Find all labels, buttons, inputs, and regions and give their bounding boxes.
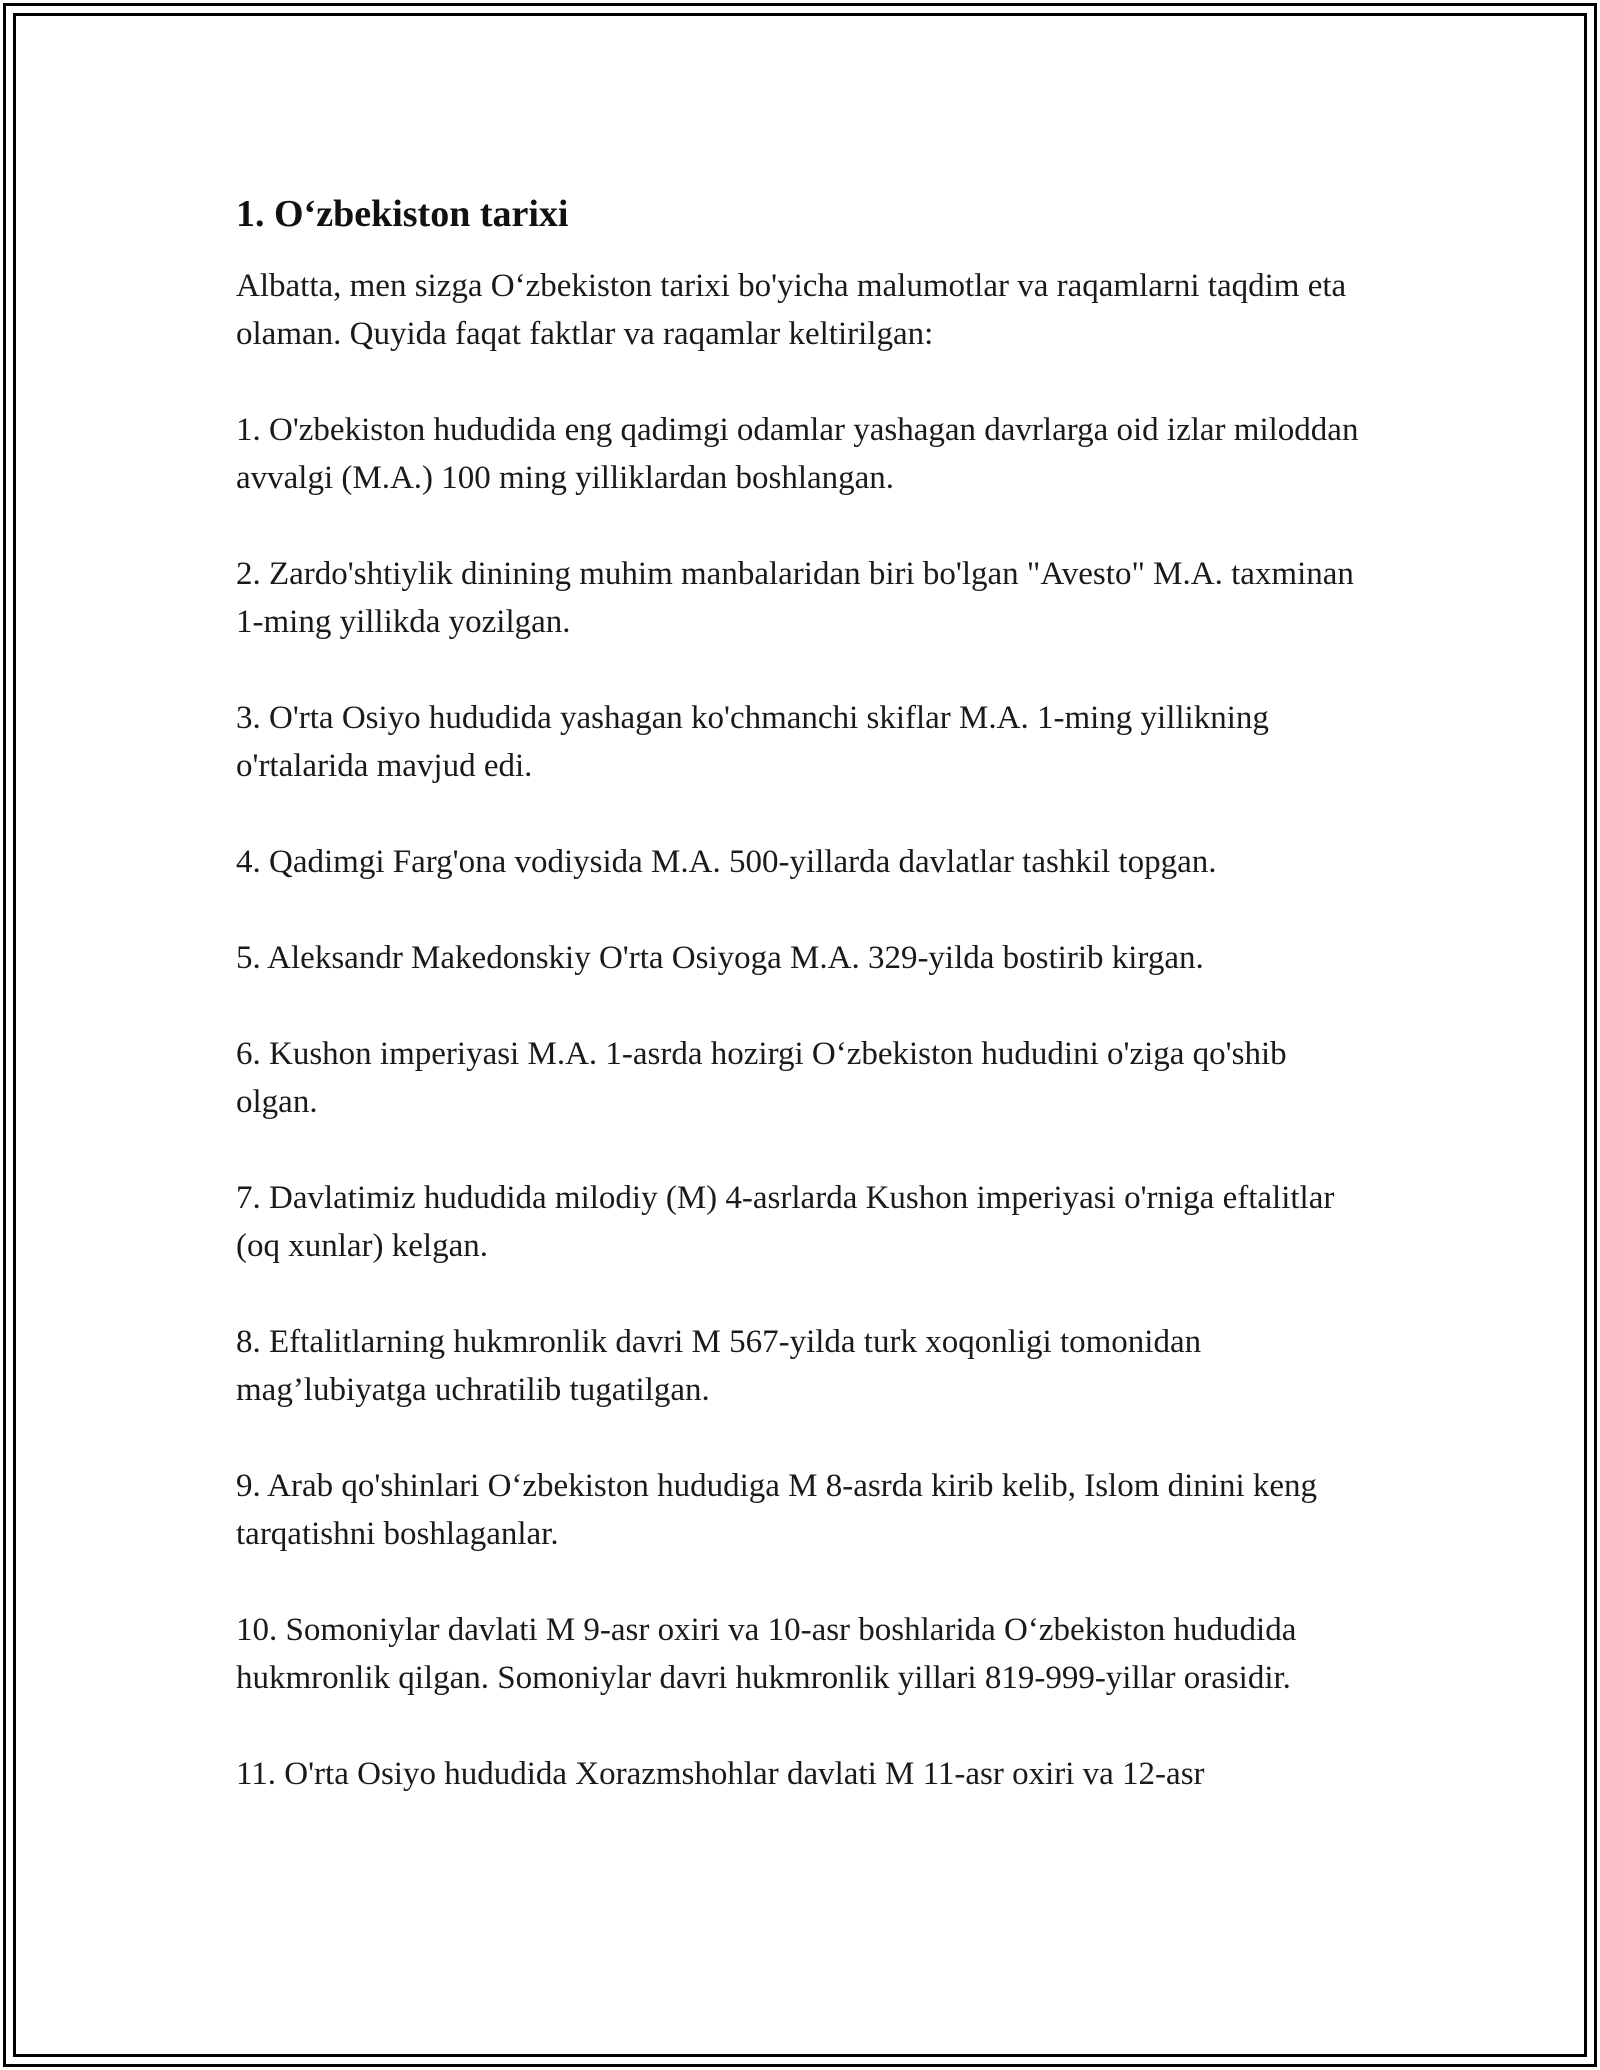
list-item: 8. Eftalitlarning hukmronlik davri M 567-yilda turk xoqonligi tomonidan mag’lubiyatga uchratilib tugatilgan.: [236, 1324, 1202, 1408]
list-item: 1. O'zbekiston hududida eng qadimgi odamlar yashagan davrlarga oid izlar miloddan avvalgi (M.A.) 100 ming yilliklardan boshlangan.: [236, 412, 1359, 496]
list-item: 4. Qadimgi Farg'ona vodiysida M.A. 500-yillarda davlatlar tashkil topgan.: [236, 844, 1217, 880]
list-item: 2. Zardo'shtiylik dinining muhim manbalaridan biri bo'lgan "Avesto" M.A. taxminan 1-ming yillikda yozilgan.: [236, 556, 1354, 640]
intro-paragraph: Albatta, men sizga O‘zbekiston tarixi bo'yicha malumotlar va raqamlarni taqdim eta olaman. Quyida faqat faktlar va raqamlar keltirilgan:: [236, 268, 1347, 352]
document-title: 1. O‘zbekiston tarixi: [236, 193, 569, 235]
list-item: 9. Arab qo'shinlari O‘zbekiston hududiga M 8-asrda kirib kelib, Islom dinini keng tarqatishni boshlaganlar.: [236, 1468, 1318, 1552]
list-item: 3. O'rta Osiyo hududida yashagan ko'chmanchi skiflar M.A. 1-ming yillikning o'rtalarida mavjud edi.: [236, 700, 1269, 784]
list-item: 11. O'rta Osiyo hududida Xorazmshohlar davlati M 11-asr oxiri va 12-asr: [236, 1756, 1205, 1792]
list-item: 6. Kushon imperiyasi M.A. 1-asrda hozirgi O‘zbekiston hududini o'ziga qo'shib olgan.: [236, 1036, 1287, 1120]
document-page: [236, 190, 1366, 1846]
list-item: 10. Somoniylar davlati M 9-asr oxiri va 10-asr boshlarida O‘zbekiston hududida hukmronlik qilgan. Somoniylar davri hukmronlik yillari 819-999-yillar orasidir.: [236, 1612, 1297, 1696]
list-item: 5. Aleksandr Makedonskiy O'rta Osiyoga M.A. 329-yilda bostirib kirgan.: [236, 940, 1204, 976]
list-item: 7. Davlatimiz hududida milodiy (M) 4-asrlarda Kushon imperiyasi o'rniga eftalitlar (oq xunlar) kelgan.: [236, 1180, 1335, 1264]
